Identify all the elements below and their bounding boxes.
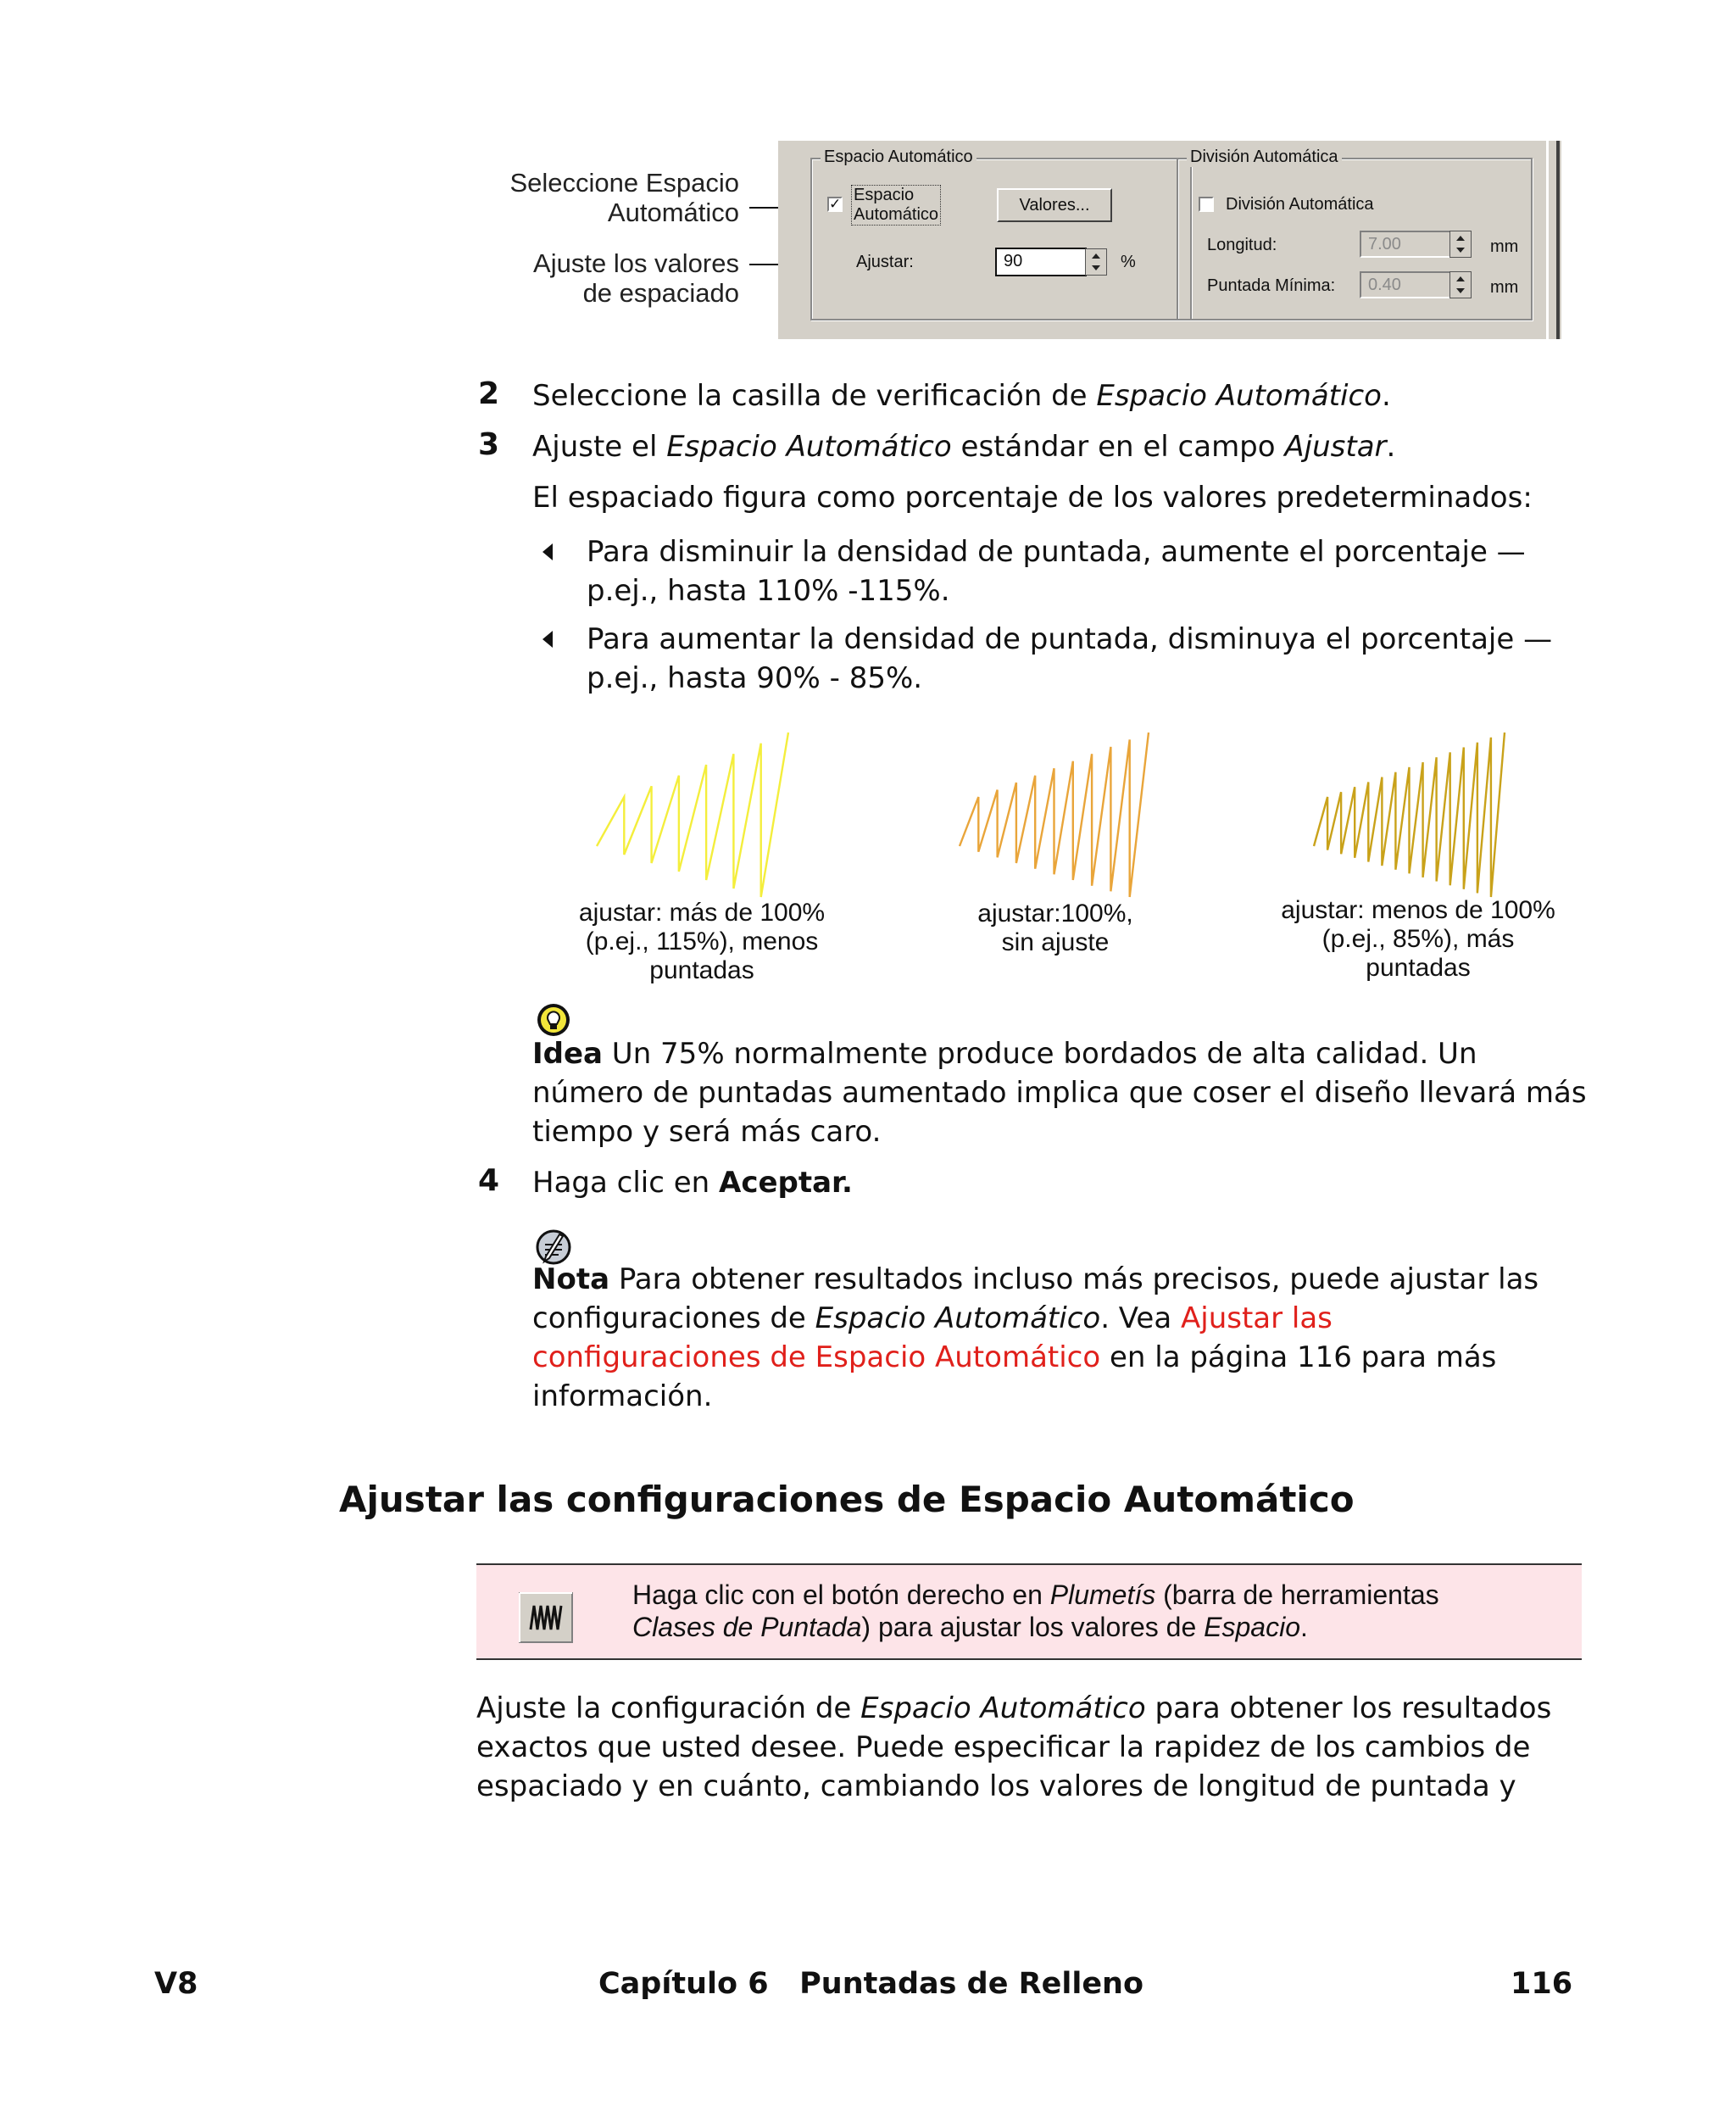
length-spinner[interactable]: [1449, 231, 1472, 258]
text: estándar en el campo: [951, 430, 1285, 464]
note-label: Nota: [532, 1262, 610, 1296]
text: (barra de herramientas: [1155, 1579, 1439, 1610]
emphasis: Plumetís: [1049, 1579, 1156, 1610]
caption-line: (p.ej., 85%), más: [1321, 925, 1515, 953]
auto-division-group-title: División Automática: [1187, 148, 1342, 167]
text: ) para ajustar los valores de: [861, 1612, 1205, 1642]
section-title: Ajustar las configuraciones de Espacio Automático: [339, 1479, 1355, 1520]
annotation-select-auto-spacing: [475, 168, 739, 227]
cross-reference-link[interactable]: configuraciones de Espacio Automático: [532, 1340, 1101, 1374]
cross-reference-link[interactable]: Ajustar las: [1180, 1301, 1333, 1335]
caption-line: ajustar: más de 100%: [578, 899, 826, 927]
percent-label: %: [1121, 253, 1136, 271]
dialog-edge: [1556, 141, 1560, 339]
hint-text: [632, 1579, 1439, 1643]
auto-spacing-group-title: Espacio Automático: [821, 148, 976, 167]
length-unit: mm: [1490, 237, 1519, 256]
paragraph-line: exactos que usted desee. Puede especificar la rapidez de los cambios de: [476, 1730, 1531, 1764]
annotation-line: Automático: [607, 198, 739, 227]
auto-division-checkbox-label[interactable]: División Automática: [1226, 195, 1374, 214]
min-stitch-input[interactable]: 0.40: [1360, 271, 1451, 298]
min-stitch-unit: mm: [1490, 278, 1519, 297]
stitch-zigzag-sample-2: [960, 733, 1149, 897]
text: Para obtener resultados incluso más precisos, puede ajustar las: [609, 1262, 1539, 1296]
emphasis: Espacio Automático: [1096, 379, 1382, 413]
satin-stitch-tool-icon[interactable]: [519, 1592, 573, 1643]
min-stitch-spinner[interactable]: [1449, 271, 1472, 298]
hint-box: [476, 1563, 1582, 1660]
stitch-samples: [576, 729, 1577, 899]
stitch-zigzag-sample-3: [1314, 733, 1505, 897]
checkbox-label-line: Automático: [854, 205, 939, 224]
step-number: 2: [478, 376, 500, 411]
auto-spacing-checkbox[interactable]: ✓: [829, 196, 842, 212]
auto-division-checkbox[interactable]: [1199, 197, 1214, 212]
emphasis: Clases de Puntada: [632, 1612, 862, 1642]
dialog-edge: [1546, 141, 1549, 339]
body-paragraph: [476, 1689, 1587, 1806]
emphasis: Espacio Automático: [666, 430, 952, 464]
tip-line: tiempo y será más caro.: [532, 1115, 882, 1149]
text: configuraciones de: [532, 1301, 815, 1335]
tip-line: [532, 1034, 1592, 1073]
note-line: información.: [532, 1379, 713, 1413]
emphasis: Ajustar: [1284, 430, 1387, 464]
bullet-line: Para disminuir la densidad de puntada, aumente el porcentaje —: [587, 535, 1526, 569]
annotation-adjust-values: [475, 248, 739, 308]
caption-line: sin ajuste: [1001, 928, 1110, 956]
note-line: [532, 1299, 1600, 1338]
auto-spacing-group: [810, 158, 1192, 320]
text: Haga clic con el botón derecho en: [632, 1579, 1050, 1610]
adjust-input[interactable]: 90: [995, 248, 1087, 276]
text: Ajuste el: [532, 430, 667, 464]
text: .: [1386, 430, 1396, 464]
caption-line: puntadas: [1366, 954, 1471, 982]
footer-chapter: Capítulo 6 Puntadas de Relleno: [598, 1967, 1144, 2001]
length-input[interactable]: 7.00: [1360, 231, 1451, 258]
note-text: [532, 1260, 1600, 1416]
sample-caption-3: [1251, 896, 1585, 983]
annotation-line: Seleccione Espacio: [509, 168, 739, 198]
bullet-1: [587, 532, 1526, 610]
step-4-text: [532, 1163, 853, 1202]
emphasis: Espacio Automático: [860, 1691, 1146, 1725]
stitch-zigzag-sample-1: [597, 733, 788, 897]
auto-spacing-dialog: [778, 141, 1561, 339]
bullet-icon: [542, 543, 553, 560]
sample-caption-1: [542, 899, 861, 985]
bullet-2: [587, 620, 1552, 698]
bullet-line: p.ej., hasta 90% - 85%.: [587, 661, 923, 695]
text: Un 75% normalmente produce bordados de alta calidad. Un: [603, 1037, 1477, 1071]
hint-line: [632, 1611, 1439, 1643]
bullet-line: Para aumentar la densidad de puntada, disminuya el porcentaje —: [587, 622, 1553, 656]
annotation-line: Ajuste los valores: [533, 248, 739, 278]
hint-line: [632, 1579, 1439, 1611]
bullet-line: p.ej., hasta 110% -115%.: [587, 574, 950, 608]
bullet-icon: [542, 631, 553, 648]
footer-version: V8: [154, 1967, 198, 2001]
checkbox-label-line: Espacio: [854, 186, 915, 204]
caption-line: (p.ej., 115%), menos: [585, 928, 819, 955]
caption-line: ajustar:100%,: [977, 900, 1133, 928]
text: .: [1300, 1612, 1308, 1642]
text: .: [1381, 379, 1391, 413]
paragraph-line: [476, 1689, 1587, 1728]
text: . Vea: [1100, 1301, 1181, 1335]
step-number: 3: [478, 427, 500, 462]
text: en la página 116 para más: [1100, 1340, 1497, 1374]
length-label: Longitud:: [1207, 236, 1277, 254]
caption-line: ajustar: menos de 100%: [1281, 896, 1555, 924]
text: Haga clic en: [532, 1166, 719, 1200]
caption-line: puntadas: [649, 956, 754, 984]
intro-text: El espaciado figura como porcentaje de los valores predeterminados:: [532, 481, 1533, 515]
min-stitch-label: Puntada Mínima:: [1207, 276, 1336, 295]
footer-page-number: 116: [1511, 1967, 1573, 2001]
tip-text: [532, 1034, 1592, 1151]
emphasis: Espacio: [1204, 1612, 1300, 1642]
note-line: [532, 1260, 1600, 1299]
paragraph-line: espaciado y en cuánto, cambiando los valores de longitud de puntada y: [476, 1769, 1516, 1803]
aceptar-label: Aceptar.: [719, 1166, 853, 1200]
note-line: [532, 1338, 1600, 1377]
step-3-text: [532, 427, 1395, 466]
adjust-spinner[interactable]: [1085, 248, 1107, 276]
values-button[interactable]: Valores...: [997, 188, 1112, 222]
emphasis: Espacio Automático: [815, 1301, 1101, 1335]
text: Seleccione la casilla de verificación de: [532, 379, 1097, 413]
text: Ajuste la configuración de: [476, 1691, 861, 1725]
step-number: 4: [478, 1163, 500, 1198]
tip-label: Idea: [532, 1037, 603, 1071]
sample-caption-2: [924, 900, 1187, 957]
text: para obtener los resultados: [1145, 1691, 1552, 1725]
adjust-label: Ajustar:: [856, 253, 914, 271]
step-2-text: [532, 376, 1391, 415]
auto-spacing-checkbox-label[interactable]: [851, 185, 941, 226]
annotation-line: de espaciado: [582, 278, 739, 308]
tip-line: número de puntadas aumentado implica que coser el diseño llevará más: [532, 1076, 1587, 1110]
